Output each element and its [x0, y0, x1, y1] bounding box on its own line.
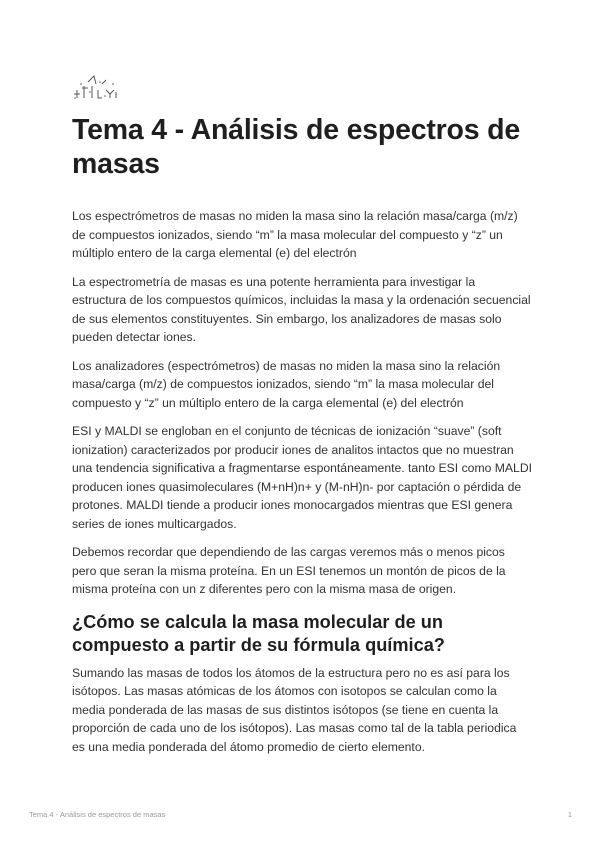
page-icon: [72, 72, 118, 100]
section-paragraph: Sumando las masas de todos los átomos de la estructura pero no es así para los isótopos. Las masas atómicas de los átomos con isotopos se calculan como la media ponderada de las masas de sus distintos isótopos (se tiene en cuenta la proporción de cada uno de los isótopos). Las masas como tal de la tabla periodica es una media ponderada del átomo promedio de cierto elemento.: [72, 665, 517, 754]
paragraph: Debemos recordar que dependiendo de las cargas veremos más o menos picos pero que seran la misma proteína. En un ESI tenemos un montón de picos de la misma proteína con un z diferentes pero con la misma masa de origen.: [72, 545, 506, 596]
footer-title: Tema 4 - Análisis de espectros de masas: [29, 810, 166, 819]
document-body: [72, 207, 532, 766]
section-heading: ¿Cómo se calcula la masa molecular de un compuesto a partir de su fórmula química?: [72, 611, 445, 655]
page-number: 1: [567, 810, 572, 819]
paragraph: ESI y MALDI se engloban en el conjunto de técnicas de ionización “suave” (soft ionization) caracterizados por producir iones de analitos intactos que no muestran una tendencia significativa a fragmentarse espontáneamente. tanto ESI como MALDI producen iones quasimoleculares (M+nH)n+ y (M-nH)n- por captación o pérdida de protones. MALDI tiende a producir iones monocargados mientras que ESI genera series de iones multicargados.: [72, 424, 533, 531]
paragraph: Los analizadores (espectrómetros) de masas no miden la masa sino la relación masa/carga (m/z) de compuestos ionizados, siendo “m” la masa molecular del compuesto y “z” un múltiplo entero de la carga elemental (e) del electrón: [72, 358, 501, 410]
paragraph: Los espectrómetros de masas no miden la masa sino la relación masa/carga (m/z) de compuestos ionizados, siendo “m” la masa molecular del compuesto y “z” un múltiplo entero de la carga elemental (e) del electrón: [72, 209, 518, 260]
paragraph: La espectrometría de masas es una potente herramienta para investigar la estructura de los compuestos químicos, incluidas la masa y la ordenación secuencial de sus elementos constituyentes. Sin embargo, los analizadores de masas solo pueden detectar iones.: [72, 274, 531, 344]
page-title: Tema 4 - Análisis de espectros de masas: [72, 114, 520, 180]
